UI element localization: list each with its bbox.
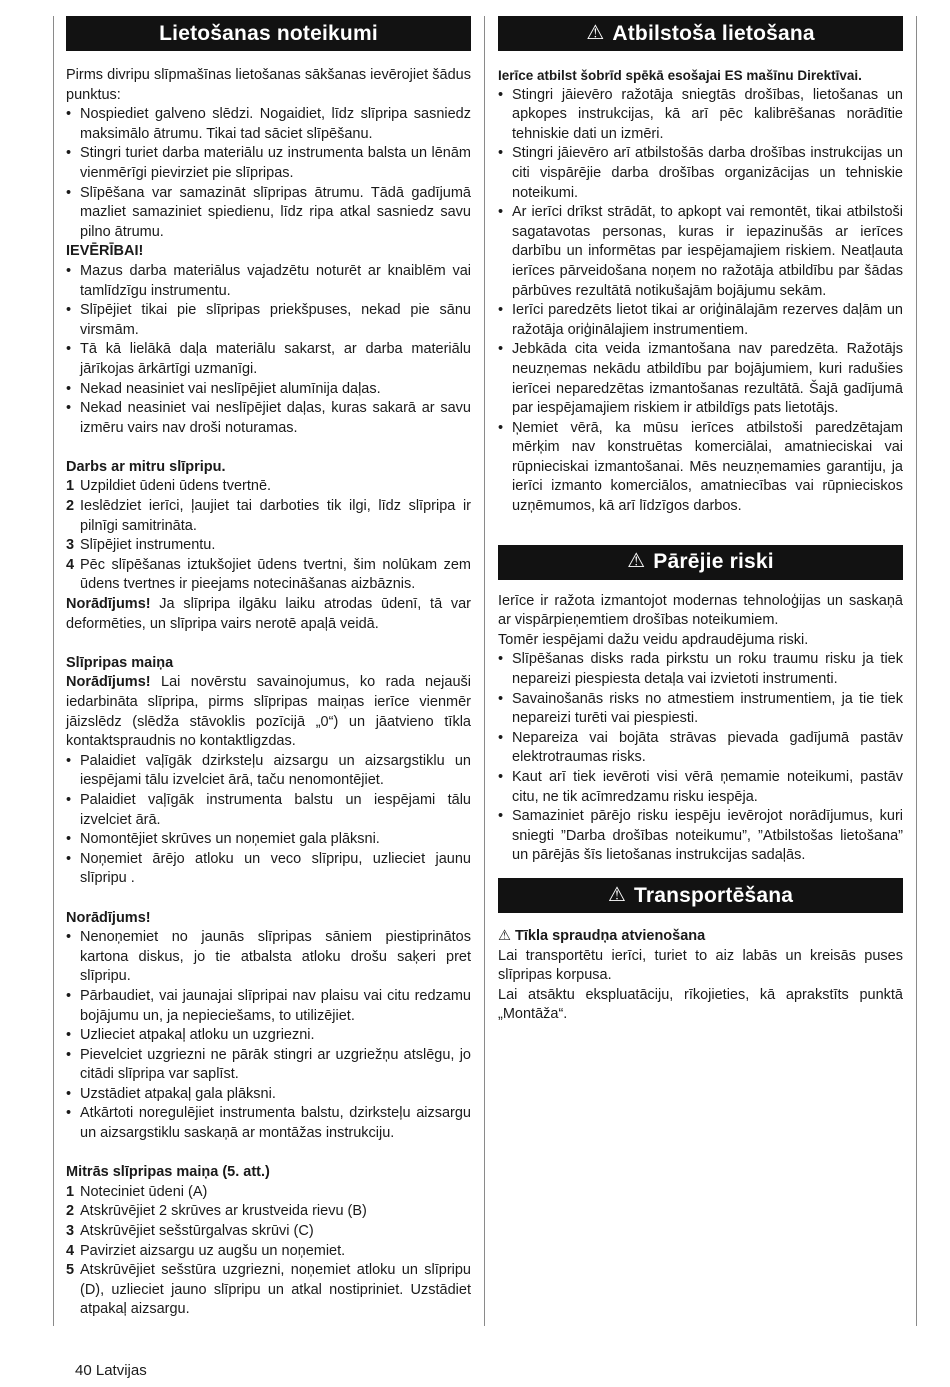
right-column — [498, 16, 903, 1025]
proper-use-intro: Ierīce atbilst šobrīd spēkā esošajai ES mašīnu Direktīvai. — [498, 68, 862, 83]
list-item: 4 Pavirziet aizsargu uz augšu un noņemiet. — [66, 1242, 346, 1259]
list-item: • Stingri turiet darba materiālu uz instrumenta balsta un lēnām vienmērīgi pievirziet pie slīpripas. — [66, 144, 471, 183]
wheel-change-heading: Slīpripas maiņa — [66, 654, 174, 671]
usage-rules-title: Lietošanas noteikumi — [159, 21, 378, 45]
list-item: • Palaidiet vaļīgāk dzirksteļu aizsargu un aizsargstiklu un iespējami tālu izvelciet ārā, taču nenomontējiet. — [66, 752, 471, 791]
wet-wheel-note: Norādījums! Ja slīpripa ilgāku laiku atrodas ūdenī, tā var deformēties, un slīpripa vairs nerotē apaļā veidā. — [66, 596, 471, 632]
usage-points — [66, 105, 471, 242]
list-item: • Noņemiet ārējo atloku un veco slīpripu, uzlieciet jaunu slīpripu . — [66, 850, 471, 889]
list-item: • Stingri jāievēro ražotāja sniegtās drošības, lietošanas un apkopes instrukcijas, kā arī pēc kalibrēšanas norādītie tehniskie dati un izmēri. — [498, 86, 903, 145]
list-item: • Jebkāda cita veida izmantošana nav paredzēta. Ražotājs neuzņemas nekādu atbildību par bojājumiem, kuri radušies ierīcei neparedzētas izmantošanas rezultātā. Šajā gadījumā par iespējamajiem riskiem ir atbildīgs pats lietotājs. — [498, 340, 903, 418]
list-item: • Nospiediet galveno slēdzi. Nogaidiet, līdz slīpripa sasniedz maksimālo ātrumu. Tikai tad sāciet slīpēšanu. — [66, 105, 471, 144]
list-item: • Nomontējiet skrūves un noņemiet gala plāksni. — [66, 830, 471, 850]
list-item: • Uzlieciet atpakaļ atloku un uzgriezni. — [66, 1026, 471, 1046]
residual-risks-title: Pārējie riski — [653, 550, 774, 574]
warning-icon: ⚠ — [586, 21, 605, 44]
center-column-rule — [484, 16, 485, 1326]
list-item: • Slīpēšanas disks rada pirkstu un roku traumu risku ja tiek nepareizi piespiesta detaļa vai izvietoti instrumenti. — [498, 650, 903, 689]
list-item: • Savainošanās risks no atmestiem instrumentiem, ja tie tiek nepareizi turēti vai piespiesti. — [498, 690, 903, 729]
list-item: • Palaidiet vaļīgāk instrumenta balstu un iespējami tālu izvelciet ārā. — [66, 791, 471, 830]
transport-text: Lai transportētu ierīci, turiet to aiz labās un kreisās puses slīpripas korpusa. — [498, 947, 903, 984]
list-item: 5 Atskrūvējiet sešstūra uzgriezni, noņemiet atloku un slīpripu (D), uzlieciet jauno slīpripu un atkal nostipriniet. Uzstādiet atpakaļ aizsargu. — [66, 1262, 471, 1318]
wet-wheel-change-steps — [66, 1183, 471, 1320]
list-item: • Stingri jāievēro arī atbilstošās darba drošības instrukcijas un citi vispārējie darba drošības organizācijas un tehniskie noteikumi. — [498, 144, 903, 203]
unplug-heading: ⚠ Tīkla spraudņa atvienošana — [498, 927, 706, 944]
proper-use-points — [498, 86, 903, 517]
list-item: 1 Noteciniet ūdeni (A) — [66, 1183, 208, 1200]
list-item: • Uzstādiet atpakaļ gala plāksni. — [66, 1085, 471, 1105]
list-item: • Kaut arī tiek ievēroti visi vērā ņemamie noteikumi, pastāv citu, ne tik acīmredzamu risku iespēja. — [498, 768, 903, 807]
usage-rules-heading — [66, 16, 471, 51]
list-item: • Ierīci paredzēts lietot tikai ar oriģinālajām rezerves daļām un ražotāja oriģinālajiem instrumentiem. — [498, 301, 903, 340]
list-item: • Nekad neasiniet vai neslīpējiet daļas, kuras sakarā ar savu izmēru vairs nav droši noturamas. — [66, 399, 471, 438]
list-item: 2 Atskrūvējiet 2 skrūves ar krustveida rievu (B) — [66, 1203, 367, 1220]
risks-intro-2: Tomēr iespējami dažu veidu apdraudējuma riski. — [498, 631, 809, 648]
residual-risks-heading — [498, 545, 903, 580]
list-item: • Ņemiet vērā, ka mūsu ierīces atbilstoši paredzētajam mērķim nav konstruētas komerciālai, amatnieciskai vai rūpnieciskai izmantošanai. Mēs neuzņemamies garantiju, ja ierīci izmanto komerciālos, amatniecības vai rūpnieciskos uzņēmumos, kā arī līdzīgos darbos. — [498, 419, 903, 517]
list-item: • Pievelciet uzgriezni ne pārāk stingri ar uzgriežņu atslēgu, jo citādi slīpripa var saplīst. — [66, 1046, 471, 1085]
list-item: 3 Atskrūvējiet sešstūrgalvas skrūvi (C) — [66, 1223, 314, 1240]
transport-title: Transportēšana — [633, 883, 794, 907]
list-item: 3 Slīpējiet instrumentu. — [66, 537, 216, 554]
attention-points — [66, 262, 471, 438]
list-item: • Atkārtoti noregulējiet instrumenta balstu, dzirksteļu aizsargu un aizsargstiklu saskaņā ar montāžas instrukciju. — [66, 1104, 471, 1143]
wet-wheel-steps — [66, 477, 471, 595]
attention-label: IEVĒRĪBAI! — [66, 243, 144, 260]
warning-icon: ⚠ — [498, 927, 511, 944]
list-item: • Mazus darba materiālus vajadzētu noturēt ar knaiblēm vai tamlīdzīgu instrumentu. — [66, 262, 471, 301]
wet-wheel-heading: Darbs ar mitru slīpripu. — [66, 458, 226, 475]
right-column-rule — [916, 16, 917, 1326]
list-item: • Tā kā lielākā daļa materiālu sakarst, ar darba materiālu jārīkojas ārkārtīgi uzmanīgi. — [66, 340, 471, 379]
list-item: 4 Pēc slīpēšanas iztukšojiet ūdens tvertni, šim nolūkam zem ūdens tvertnes ir pieejams notecināšanas aizbāznis. — [66, 556, 471, 593]
risks-points — [498, 650, 903, 866]
warning-icon: ⚠ — [627, 550, 646, 573]
list-item: • Slīpējiet tikai pie slīpripas priekšpuses, nekad pie sānu virsmām. — [66, 301, 471, 340]
proper-use-title: Atbilstoša lietošana — [612, 21, 815, 45]
left-column — [66, 16, 471, 1320]
note2-label: Norādījums! — [66, 909, 151, 926]
list-item: • Pārbaudiet, vai jaunajai slīpripai nav plaisu vai citu redzamu bojājumu un, ja nepieciešams, to utilizējiet. — [66, 987, 471, 1026]
list-item: • Ar ierīci drīkst strādāt, to apkopt vai remontēt, tikai atbilstoši sagatavotas personas, kuras ir iepazinušās ar ierīces darbību un informētas par iespējamajiem riskiem. Neatļauta ierīces pārveidošana noņem no ražotāja atbildību par šādas pārbūves rezultātā notikušajām bojājumu sekām. — [498, 203, 903, 301]
list-item: • Nekad neasiniet vai neslīpējiet alumīnija daļas. — [66, 380, 471, 400]
risks-intro: Ierīce ir ražota izmantojot modernas tehnoloģijas un saskaņā ar vispārpieņemtiem drošības noteikumiem. — [498, 592, 903, 629]
wheel-change-note: Norādījums! Lai novērstu savainojumus, ko rada nejauši iedarbināta slīpripa, pirms slīpripas maiņas ierīce vienmēr jāizslēdz (slēdža stāvoklis pozīcijā „0“) un jāatvieno tīkla kontaktspraudnis no kontaktligzdas. — [66, 674, 471, 750]
note2-points — [66, 928, 471, 1144]
list-item: 1 Uzpildiet ūdeni ūdens tvertnē. — [66, 478, 272, 495]
warning-icon: ⚠ — [607, 883, 626, 906]
list-item: • Nepareiza vai bojāta strāvas pievada gadījumā pastāv elektrotraumas risks. — [498, 729, 903, 768]
proper-use-heading — [498, 16, 903, 51]
wet-wheel-change-heading: Mitrās slīpripas maiņa (5. att.) — [66, 1164, 270, 1181]
list-item: 2 Ieslēdziet ierīci, ļaujiet tai darboties tik ilgi, līdz slīpripa ir pilnīgi samitrināta. — [66, 498, 471, 534]
usage-intro: Pirms divripu slīpmašīnas lietošanas sākšanas ievērojiet šādus punktus: — [66, 67, 471, 103]
wheel-change-points — [66, 752, 471, 889]
list-item: • Slīpēšana var samazināt slīpripas ātrumu. Tādā gadījumā mazliet samaziniet spiedienu, līdz ripa atkal sasniedz savu pilno ātrumu. — [66, 184, 471, 243]
left-column-rule — [53, 16, 54, 1326]
list-item: • Samaziniet pārējo risku iespēju ievērojot norādījumus, kuri sniegti ”Darba drošības noteikumu”, ”Atbilstošas lietošana” un pārējās šīs lietošanas instrukcijas sadaļās. — [498, 807, 903, 866]
page-footer: 40 Latvijas — [75, 1362, 147, 1379]
transport-text-2: Lai atsāktu ekspluatāciju, rīkojieties, kā aprakstīts punktā „Montāža“. — [498, 986, 903, 1023]
transport-heading — [498, 878, 903, 913]
list-item: • Nenoņemiet no jaunās slīpripas sāniem piestiprinātos kartona diskus, jo tie atbalsta atloku drošu saķeri pret slīpripu. — [66, 928, 471, 987]
